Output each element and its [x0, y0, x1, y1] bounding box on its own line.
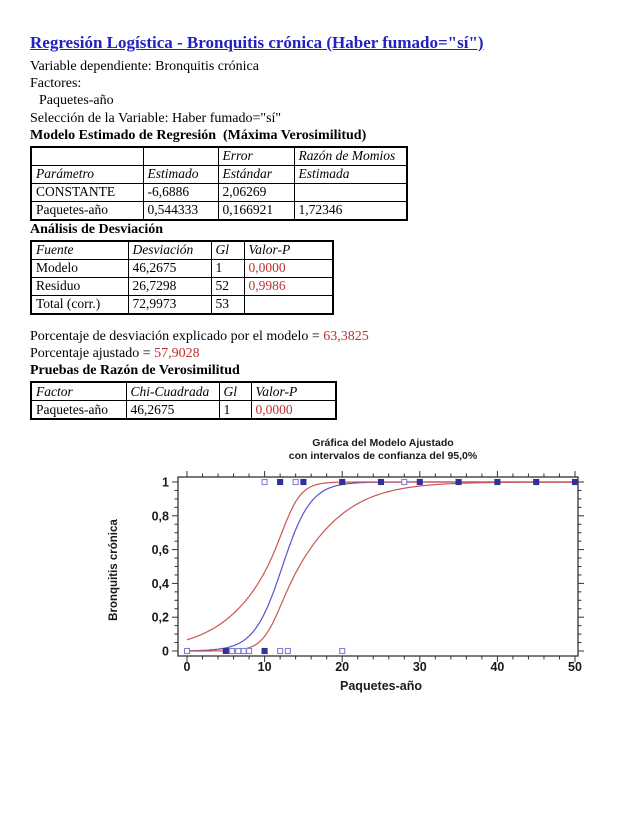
data-point — [278, 480, 283, 485]
observed-points — [185, 480, 578, 654]
data-point — [278, 649, 283, 654]
header-cell: Valor-P — [244, 241, 333, 260]
data-point — [285, 649, 290, 654]
header-cell: Fuente — [31, 241, 128, 260]
data-point — [402, 480, 407, 485]
table-header-row — [31, 241, 333, 260]
cell-p-value: 0,0000 — [244, 259, 333, 277]
data-point — [301, 480, 306, 485]
table-row — [31, 401, 336, 420]
cell-p-value: 0,0000 — [251, 401, 336, 420]
data-point — [262, 649, 267, 654]
data-point — [230, 649, 235, 654]
data-point — [495, 480, 500, 485]
cell-estimate: -6,6886 — [143, 183, 218, 201]
estimated-regression-table — [30, 146, 408, 221]
upper-confidence-band — [187, 482, 575, 640]
cell-odds-ratio: 1,72346 — [294, 201, 407, 220]
data-point — [293, 480, 298, 485]
cell-parameter: CONSTANTE — [31, 183, 143, 201]
x-tick-label: 10 — [257, 660, 272, 675]
pct-explained-line — [30, 328, 605, 345]
deviance-heading: Análisis de Desviación — [30, 221, 164, 237]
cell-source: Total (corr.) — [31, 295, 128, 314]
pct-adjusted-label: Porcentaje ajustado = — [30, 346, 155, 362]
fit-curve — [187, 482, 575, 651]
y-tick-label: 1 — [162, 475, 169, 490]
cell-factor: Paquetes-año — [31, 401, 126, 420]
cell-p-value: 0,9986 — [244, 277, 333, 295]
header-cell: Error — [218, 147, 294, 166]
data-point — [236, 649, 241, 654]
data-point — [379, 480, 384, 485]
lr-tests-heading: Pruebas de Razón de Verosimilitud — [30, 363, 240, 379]
likelihood-ratio-table — [30, 381, 337, 420]
header-cell: Estimado — [143, 165, 218, 183]
header-cell: Gl — [211, 241, 244, 260]
data-point — [573, 480, 578, 485]
cell-estimate: 0,544333 — [143, 201, 218, 220]
report-title[interactable]: Regresión Logística - Bronquitis crónica (Haber fumado="sí") — [30, 33, 484, 52]
header-cell: Desviación — [128, 241, 211, 260]
cell-df: 52 — [211, 277, 244, 295]
table-header-row — [31, 165, 407, 183]
cell-chi-square: 46,2675 — [126, 401, 219, 420]
data-point — [247, 649, 252, 654]
cell-deviance: 26,7298 — [128, 277, 211, 295]
data-point — [262, 480, 267, 485]
data-point — [185, 649, 190, 654]
data-point — [340, 480, 345, 485]
data-point — [223, 649, 228, 654]
data-point — [417, 480, 422, 485]
header-cell — [143, 147, 218, 166]
x-axis-label: Paquetes-año — [340, 679, 422, 694]
header-cell: Gl — [219, 382, 251, 401]
header-cell — [31, 147, 143, 166]
cell-df: 1 — [211, 259, 244, 277]
factors-label: Factores: — [30, 76, 82, 92]
cell-df: 1 — [219, 401, 251, 420]
cell-source: Modelo — [31, 259, 128, 277]
cell-deviance: 72,9973 — [128, 295, 211, 314]
header-cell: Valor-P — [251, 382, 336, 401]
y-tick-label: 0,8 — [151, 509, 169, 524]
x-tick-label: 20 — [335, 660, 350, 675]
pct-adjusted-line — [30, 345, 605, 362]
dependent-variable-line: Variable dependiente: Bronquitis crónica — [30, 59, 259, 74]
table-row — [31, 295, 333, 314]
model-table-heading: Modelo Estimado de Regresión (Máxima Verosimilitud) — [30, 127, 367, 143]
chart-title: Gráfica del Modelo Ajustado — [312, 437, 454, 450]
pct-explained-value: 63,3825 — [323, 328, 369, 344]
y-axis-label: Bronquitis crónica — [108, 519, 120, 622]
data-point — [456, 480, 461, 485]
x-tick-label: 50 — [568, 660, 582, 675]
header-cell: Factor — [31, 382, 126, 401]
table-header-row — [31, 382, 336, 401]
data-point — [241, 649, 246, 654]
cell-std-error: 2,06269 — [218, 183, 294, 201]
fitted-model-chart — [0, 429, 625, 701]
y-tick-label: 0,6 — [151, 543, 169, 558]
x-tick-label: 40 — [490, 660, 505, 675]
lower-confidence-band — [187, 482, 575, 651]
pct-adjusted-value: 57,9028 — [154, 346, 200, 362]
table-row — [31, 259, 333, 277]
cell-parameter: Paquetes-año — [31, 201, 143, 220]
header-cell: Chi-Cuadrada — [126, 382, 219, 401]
y-tick-label: 0,2 — [151, 610, 169, 625]
cell-p-value — [244, 295, 333, 314]
deviance-table — [30, 240, 334, 315]
factor-name: Paquetes-año — [39, 93, 114, 109]
x-tick-label: 30 — [412, 660, 427, 675]
table-header-row — [31, 147, 407, 166]
cell-source: Residuo — [31, 277, 128, 295]
header-cell: Razón de Momios — [294, 147, 407, 166]
selection-line: Selección de la Variable: Haber fumado="sí" — [30, 110, 282, 126]
cell-odds-ratio — [294, 183, 407, 201]
chart-subtitle: con intervalos de confianza del 95,0% — [288, 450, 478, 463]
table-row — [31, 201, 407, 220]
axis-ticks — [172, 471, 584, 662]
header-cell: Estimada — [294, 165, 407, 183]
table-row — [31, 183, 407, 201]
x-tick-label: 0 — [183, 660, 191, 675]
header-cell: Parámetro — [31, 165, 143, 183]
pct-explained-label: Porcentaje de desviación explicado por el modelo = — [30, 328, 324, 344]
y-tick-label: 0 — [162, 644, 169, 659]
data-point — [340, 649, 345, 654]
cell-std-error: 0,166921 — [218, 201, 294, 220]
y-tick-label: 0,4 — [151, 577, 169, 592]
cell-df: 53 — [211, 295, 244, 314]
plot-box — [178, 477, 578, 656]
cell-deviance: 46,2675 — [128, 259, 211, 277]
header-cell: Estándar — [218, 165, 294, 183]
data-point — [534, 480, 539, 485]
chart-container — [0, 429, 605, 706]
table-row — [31, 277, 333, 295]
